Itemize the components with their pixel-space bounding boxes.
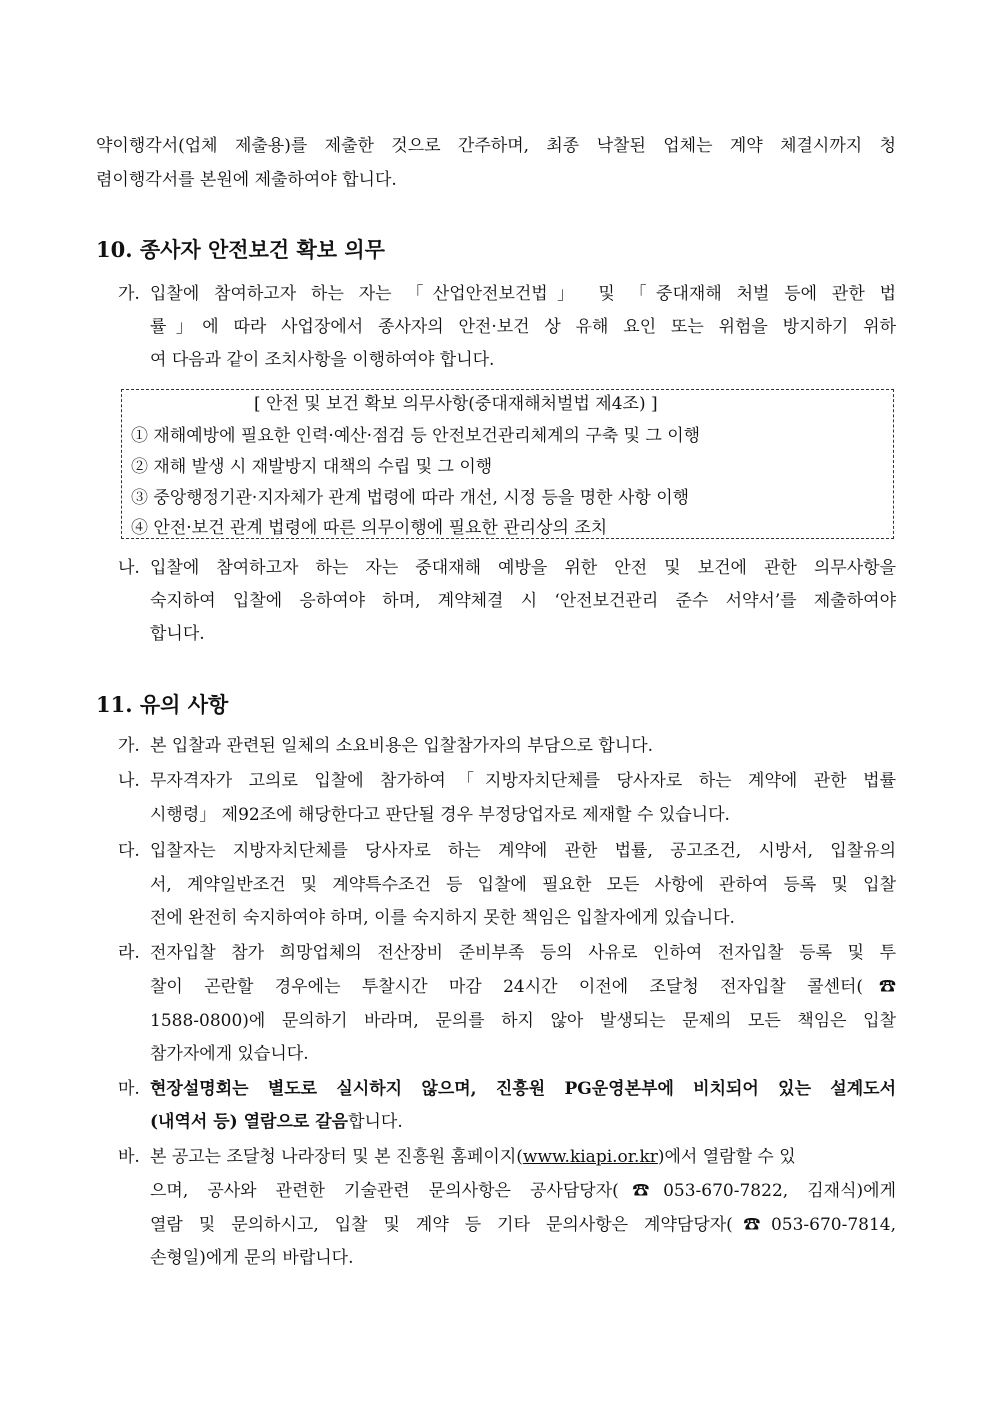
paragraph-line: 서, 계약일반조건 및 계약특수조건 등 입찰에 필요한 모든 사항에 관하여 등록 및 입찰 — [150, 875, 896, 895]
paragraph-line: 전자입찰 참가 희망업체의 전산장비 준비부족 등의 사유로 인하여 전자입찰 등록 및 투 — [150, 943, 896, 963]
bold-text: (내역서 등) 열람으로 갈음 — [150, 1112, 349, 1132]
paragraph-line-bold: 현장설명회는 별도로 실시하지 않으며, 진흥원 PG운영본부에 비치되어 있는 설계도서 — [150, 1079, 896, 1099]
paragraph-line: 입찰에 참여하고자 하는 자는 「산업안전보건법」 및 「중대재해 처벌 등에 관한 법 — [150, 284, 896, 304]
paragraph-line: 으며, 공사와 관련한 기술관련 문의사항은 공사담당자(☎053-670-7822, 김재식)에게 — [150, 1181, 896, 1201]
paragraph-line: 합니다. — [150, 624, 205, 644]
paragraph-line: 참가자에게 있습니다. — [150, 1044, 309, 1064]
paragraph-line: 본 입찰과 관련된 일체의 소요비용은 입찰참가자의 부담으로 합니다. — [150, 736, 654, 756]
plain-text: )에서 열람할 수 있 — [657, 1147, 796, 1167]
item-marker: 나. — [118, 558, 140, 578]
intro-line: 렴이행각서를 본원에 제출하여야 합니다. — [96, 170, 397, 190]
paragraph-line: 전에 완전히 숙지하여야 하며, 이를 숙지하지 못한 책임은 입찰자에게 있습니다. — [150, 908, 735, 928]
item-marker: 가. — [118, 284, 140, 304]
item-marker: 마. — [118, 1079, 140, 1099]
paragraph-line — [150, 1144, 796, 1170]
paragraph-line: 1588-0800)에 문의하기 바라며, 문의를 하지 않아 발생되는 문제의 모든 책임은 입찰 — [150, 1011, 896, 1031]
paragraph-line: 시행령」 제92조에 해당한다고 판단될 경우 부정당업자로 제재할 수 있습니다. — [150, 805, 730, 825]
paragraph-line: 여 다음과 같이 조치사항을 이행하여야 합니다. — [150, 350, 495, 370]
item-marker: 다. — [118, 841, 140, 861]
obligation-item: ④ 안전·보건 관계 법령에 따른 의무이행에 필요한 관리상의 조치 — [131, 518, 608, 538]
paragraph-line: 무자격자가 고의로 입찰에 참가하여「지방자치단체를 당사자로 하는 계약에 관한 법률 — [150, 771, 896, 791]
paragraph-line: 숙지하여 입찰에 응하여야 하며, 계약체결 시 ‘안전보건관리 준수 서약서’를 제출하여야 — [150, 591, 896, 611]
obligations-box — [121, 389, 894, 539]
paragraph-line: 찰이 곤란할 경우에는 투찰시간 마감 24시간 이전에 조달청 전자입찰 콜센터(☎ — [150, 977, 896, 997]
intro-line: 약이행각서(업체 제출용)를 제출한 것으로 간주하며, 최종 낙찰된 업체는 계약 체결시까지 청 — [96, 136, 896, 156]
paragraph-line: 입찰자는 지방자치단체를 당사자로 하는 계약에 관한 법률, 공고조건, 시방서, 입찰유의 — [150, 841, 896, 861]
item-marker: 가. — [118, 736, 140, 756]
item-marker: 라. — [118, 943, 140, 963]
paragraph-line: 열람 및 문의하시고, 입찰 및 계약 등 기타 문의사항은 계약담당자(☎053-670-7814, — [150, 1215, 896, 1235]
paragraph-line: 률」에 따라 사업장에서 종사자의 안전·보건 상 유해 요인 또는 위험을 방지하기 위하 — [150, 317, 896, 337]
homepage-link[interactable]: www.kiapi.or.kr — [522, 1147, 658, 1167]
obligations-box-title: [ 안전 및 보건 확보 의무사항(중대재해처벌법 제4조) ] — [254, 394, 658, 414]
section-11-heading: 11. 유의 사항 — [96, 692, 229, 717]
paragraph-line: 입찰에 참여하고자 하는 자는 중대재해 예방을 위한 안전 및 보건에 관한 의무사항을 — [150, 558, 896, 578]
plain-text: 본 공고는 조달청 나라장터 및 본 진흥원 홈페이지( — [150, 1147, 523, 1167]
section-10-heading: 10. 종사자 안전보건 확보 의무 — [96, 237, 385, 262]
obligation-item: ① 재해예방에 필요한 인력·예산·점검 등 안전보건관리체계의 구축 및 그 이행 — [131, 426, 701, 446]
item-marker: 바. — [118, 1147, 140, 1167]
item-marker: 나. — [118, 771, 140, 791]
plain-text: 합니다. — [348, 1112, 403, 1132]
obligation-item: ③ 중앙행정기관·지자체가 관계 법령에 따라 개선, 시정 등을 명한 사항 이행 — [131, 488, 690, 508]
paragraph-line — [150, 1109, 403, 1135]
obligation-item: ② 재해 발생 시 재발방지 대책의 수립 및 그 이행 — [131, 457, 493, 477]
paragraph-line: 손형일)에게 문의 바랍니다. — [150, 1248, 354, 1268]
